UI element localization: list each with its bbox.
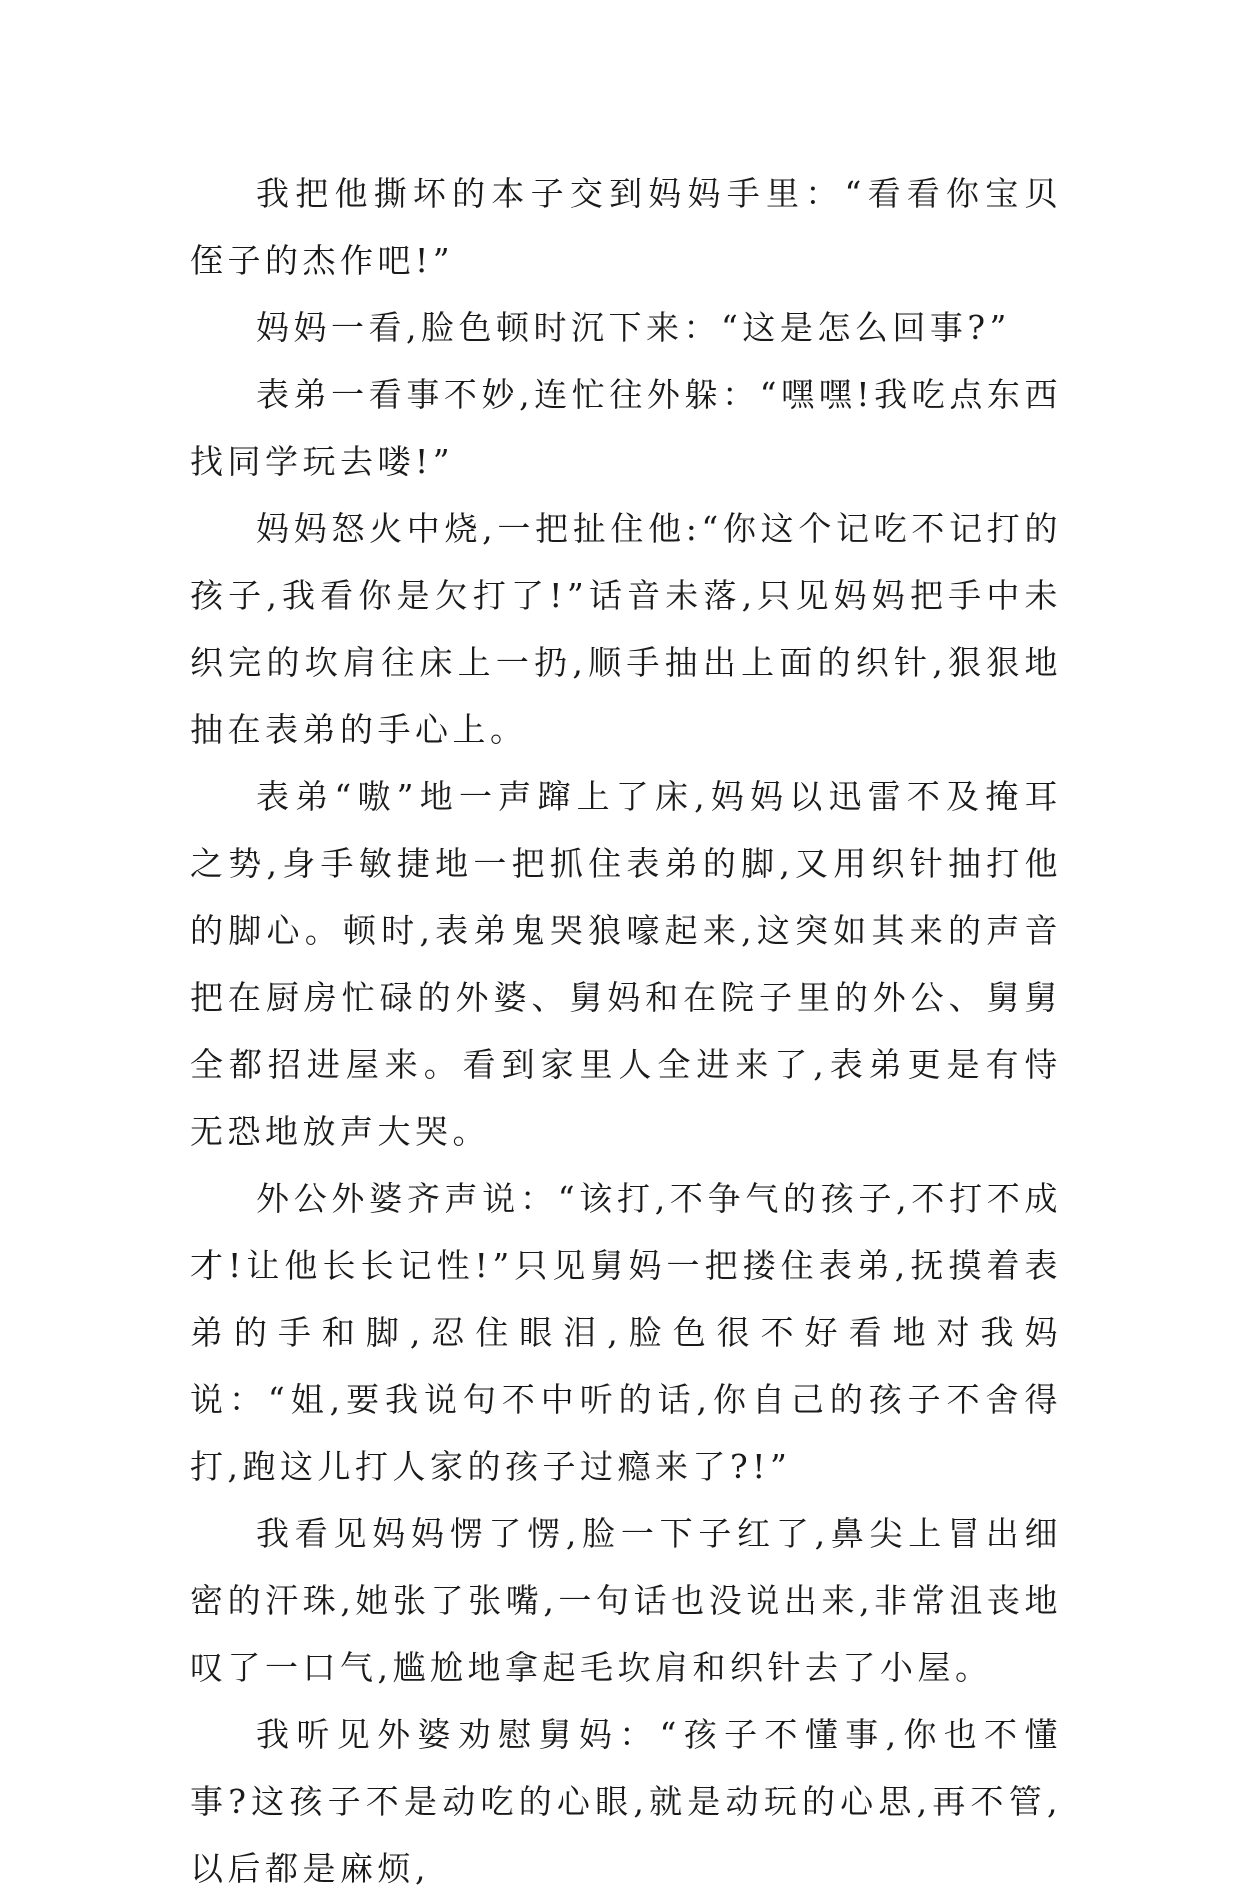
body-text xyxy=(190,160,1062,1902)
paragraph: 外公外婆齐声说：“该打,不争气的孩子,不打不成才!让他长长记性!”只见舅妈一把搂住表弟,抚摸着表弟的手和脚,忍住眼泪,脸色很不好看地对我妈说：“姐,要我说句不中听的话,你自己的孩子不舍得打,跑这儿打人家的孩子过瘾来了?!” xyxy=(190,1179,1062,1486)
paragraph: 表弟“嗷”地一声蹿上了床,妈妈以迅雷不及掩耳之势,身手敏捷地一把抓住表弟的脚,又用织针抽打他的脚心。顿时,表弟鬼哭狼嚎起来,这突如其来的声音把在厨房忙碌的外婆、舅妈和在院子里的外公、舅舅全都招进屋来。看到家里人全进来了,表弟更是有恃无恐地放声大哭。 xyxy=(190,777,1062,1151)
paragraph: 妈妈怒火中烧,一把扯住他:“你这个记吃不记打的孩子,我看你是欠打了!”话音未落,只见妈妈把手中未织完的坎肩往床上一扔,顺手抽出上面的织针,狠狠地抽在表弟的手心上。 xyxy=(190,509,1062,749)
paragraph: 妈妈一看,脸色顿时沉下来：“这是怎么回事?” xyxy=(256,308,1011,347)
paragraph: 我听见外婆劝慰舅妈：“孩子不懂事,你也不懂事?这孩子不是动吃的心眼,就是动玩的心思,再不管,以后都是麻烦, xyxy=(190,1715,1062,1888)
paragraph: 我看见妈妈愣了愣,脸一下子红了,鼻尖上冒出细密的汗珠,她张了张嘴,一句话也没说出来,非常沮丧地叹了一口气,尴尬地拿起毛坎肩和织针去了小屋。 xyxy=(190,1514,1062,1687)
paragraph: 表弟一看事不妙,连忙往外躲：“嘿嘿!我吃点东西找同学玩去喽!” xyxy=(190,375,1062,481)
paragraph: 我把他撕坏的本子交到妈妈手里：“看看你宝贝侄子的杰作吧!” xyxy=(190,174,1062,280)
